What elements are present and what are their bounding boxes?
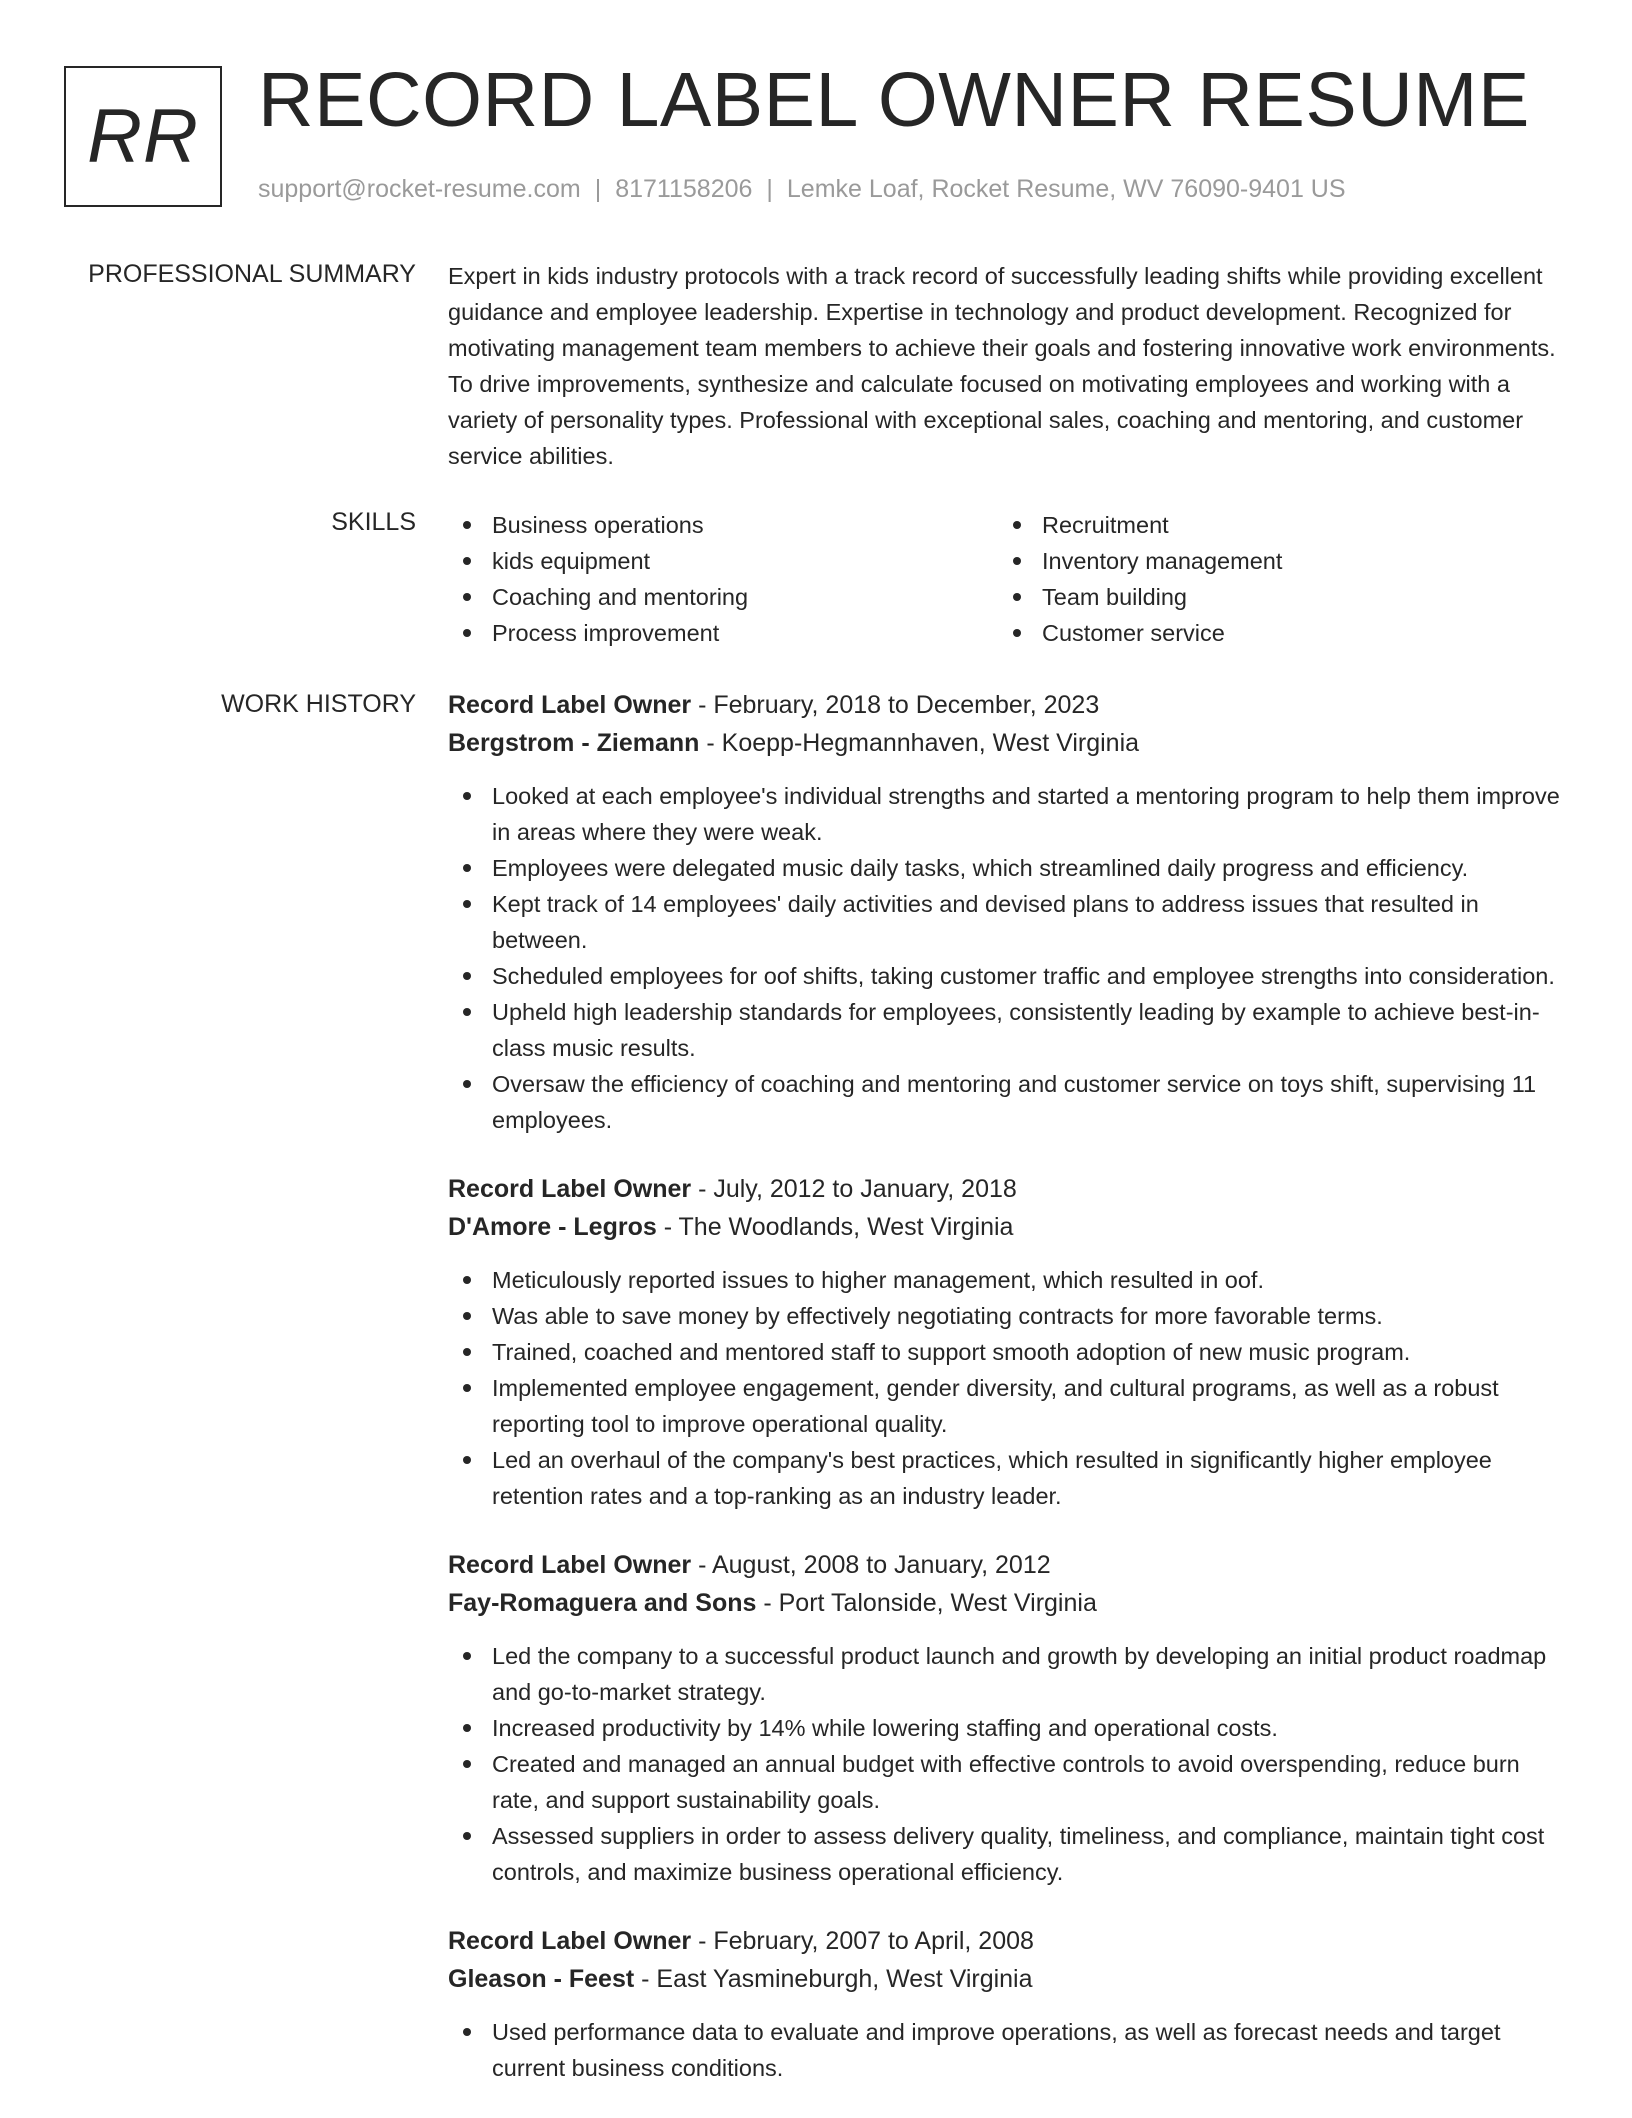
contact-separator: |	[594, 175, 602, 203]
job-entry	[448, 686, 1563, 1138]
job-title: Record Label Owner	[448, 1551, 692, 1579]
job-title-line	[448, 1170, 1563, 1208]
job-location: - Koepp-Hegmannhaven, West Virginia	[699, 729, 1140, 757]
job-bullet: Implemented employee engagement, gender diversity, and cultural programs, as well as a robust reporting tool to improve operational quality.	[448, 1370, 1563, 1442]
job-company: Fay-Romaguera and Sons	[448, 1589, 757, 1617]
skills-column-left	[448, 507, 998, 651]
summary-text: Expert in kids industry protocols with a track record of successfully leading shifts while providing excellent guidance and employee leadership. Expertise in technology and product development. Recognized for motivating management team members to achieve their goals and fostering innovative work environments. To drive improvements, synthesize and calculate focused on motivating employees and working with a variety of personality types. Professional with exceptional sales, coaching and mentoring, and customer service abilities.	[448, 263, 1556, 469]
skills-column-right	[998, 507, 1548, 651]
job-company-line	[448, 1960, 1563, 1998]
skills-section	[448, 507, 1563, 651]
summary-heading: PROFESSIONAL SUMMARY	[88, 260, 416, 288]
skill-item: Inventory management	[998, 543, 1548, 579]
contact-line	[258, 175, 1346, 204]
summary-section	[448, 258, 1563, 474]
skill-item: Coaching and mentoring	[448, 579, 998, 615]
skills-heading: SKILLS	[331, 508, 416, 536]
job-entry	[448, 1546, 1563, 1890]
job-bullet: Employees were delegated music daily tasks, which streamlined daily progress and efficiency.	[448, 850, 1563, 886]
job-location: - Port Talonside, West Virginia	[756, 1589, 1097, 1617]
job-title: Record Label Owner	[448, 1175, 692, 1203]
job-entry	[448, 1170, 1563, 1514]
contact-address: Lemke Loaf, Rocket Resume, WV 76090-9401 US	[786, 175, 1346, 203]
skill-item: Recruitment	[998, 507, 1548, 543]
job-company-line	[448, 724, 1563, 762]
contact-email: support@rocket-resume.com	[258, 175, 581, 203]
skill-item: Customer service	[998, 615, 1548, 651]
job-company: Bergstrom - Ziemann	[448, 729, 700, 757]
job-bullets	[448, 1262, 1563, 1514]
job-bullets	[448, 2014, 1563, 2086]
job-location: - East Yasmineburgh, West Virginia	[634, 1965, 1033, 1993]
job-bullet: Used performance data to evaluate and improve operations, as well as forecast needs and target current business conditions.	[448, 2014, 1563, 2086]
job-title-line	[448, 1922, 1563, 1960]
job-company-line	[448, 1208, 1563, 1246]
job-title: Record Label Owner	[448, 1927, 692, 1955]
job-company: D'Amore - Legros	[448, 1213, 657, 1241]
job-bullet: Trained, coached and mentored staff to support smooth adoption of new music program.	[448, 1334, 1563, 1370]
job-location: - The Woodlands, West Virginia	[656, 1213, 1014, 1241]
skill-item: kids equipment	[448, 543, 998, 579]
job-bullet: Scheduled employees for oof shifts, taking customer traffic and employee strengths into consideration.	[448, 958, 1563, 994]
work-history-heading: WORK HISTORY	[221, 690, 416, 718]
job-company-line	[448, 1584, 1563, 1622]
skills-grid	[448, 507, 1563, 651]
job-bullet: Kept track of 14 employees' daily activities and devised plans to address issues that resulted in between.	[448, 886, 1563, 958]
job-bullet: Led the company to a successful product launch and growth by developing an initial product roadmap and go-to-market strategy.	[448, 1638, 1563, 1710]
job-bullet: Meticulously reported issues to higher management, which resulted in oof.	[448, 1262, 1563, 1298]
job-title-line	[448, 1546, 1563, 1584]
job-title: Record Label Owner	[448, 691, 692, 719]
job-bullet: Was able to save money by effectively negotiating contracts for more favorable terms.	[448, 1298, 1563, 1334]
job-company: Gleason - Feest	[448, 1965, 635, 1993]
monogram-logo	[64, 66, 222, 207]
resume-title: RECORD LABEL OWNER RESUME	[258, 57, 1530, 143]
contact-separator: |	[766, 175, 773, 203]
job-dates: - February, 2007 to April, 2008	[691, 1927, 1034, 1955]
job-bullet: Oversaw the efficiency of coaching and mentoring and customer service on toys shift, supervising 11 employees.	[448, 1066, 1563, 1138]
job-bullet: Created and managed an annual budget with effective controls to avoid overspending, reduce burn rate, and support sustainability goals.	[448, 1746, 1563, 1818]
job-bullet: Increased productivity by 14% while lowering staffing and operational costs.	[448, 1710, 1563, 1746]
job-bullet: Upheld high leadership standards for employees, consistently leading by example to achieve best-in-class music results.	[448, 994, 1563, 1066]
job-dates: - August, 2008 to January, 2012	[691, 1551, 1051, 1579]
contact-phone: 8171158206	[615, 175, 753, 203]
job-dates: - July, 2012 to January, 2018	[691, 1175, 1017, 1203]
skill-item: Team building	[998, 579, 1548, 615]
job-title-line	[448, 686, 1563, 724]
work-history-section	[448, 686, 1563, 2118]
job-bullet: Led an overhaul of the company's best practices, which resulted in significantly higher employee retention rates and a top-ranking as an industry leader.	[448, 1442, 1563, 1514]
job-bullets	[448, 1638, 1563, 1890]
skill-item: Business operations	[448, 507, 998, 543]
skill-item: Process improvement	[448, 615, 998, 651]
monogram-initials: RR	[87, 93, 199, 179]
job-bullets	[448, 778, 1563, 1138]
job-bullet: Looked at each employee's individual strengths and started a mentoring program to help them improve in areas where they were weak.	[448, 778, 1563, 850]
job-entry	[448, 1922, 1563, 2086]
job-dates: - February, 2018 to December, 2023	[691, 691, 1100, 719]
job-bullet: Assessed suppliers in order to assess delivery quality, timeliness, and compliance, maintain tight cost controls, and maximize business operational efficiency.	[448, 1818, 1563, 1890]
